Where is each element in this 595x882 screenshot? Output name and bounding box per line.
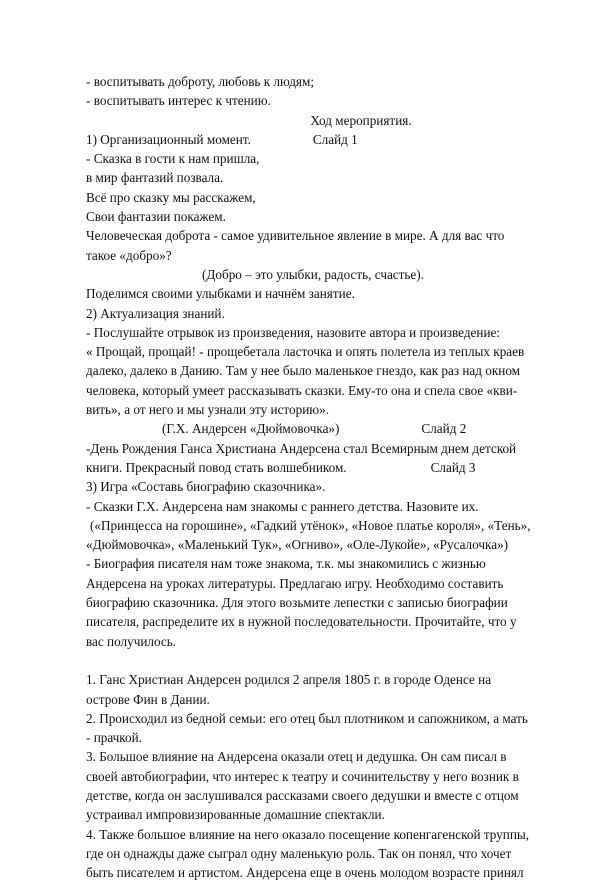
goal-line: - воспитывать интерес к чтению. — [86, 93, 271, 109]
excerpt-answer: (Г.Х. Андерсен «Дюймовочка») — [162, 421, 340, 437]
poem-line: в мир фантазий позвала. — [86, 170, 224, 186]
section-3-title: 3) Игра «Составь биографию сказочника». — [86, 479, 326, 495]
birthday-row — [86, 458, 556, 477]
poem-line: - Сказка в гости к нам пришла, — [86, 151, 260, 167]
tales-line: («Принцесса на горошине», «Гадкий утёнок», «Новое платье короля», «Тень», — [90, 517, 531, 533]
biography-task-line: писателя, распределите их в нужной последовательности. Прочитайте, что у — [86, 614, 517, 630]
fact-line: 3. Большое влияние на Андерсена оказали отец и дедушка. Он сам писал в — [86, 749, 507, 765]
biography-task-line: вас получилось. — [86, 633, 177, 649]
tales-line: «Дюймовочка», «Маленький Тук», «Огниво», «Оле-Лукойе», «Русалочка») — [86, 537, 509, 553]
birthday-line: -День Рождения Ганса Христиана Андерсена стал Всемирным днем детской — [86, 440, 517, 456]
birthday-line: книги. Прекрасный повод стать волшебником. — [86, 459, 347, 475]
slide-2-label: Слайд 2 — [421, 421, 467, 437]
biography-task-line: - Биография писателя нам тоже знакома, т.к. мы знакомились с жизнью — [86, 556, 486, 572]
poem-line: Всё про сказку мы расскажем, — [86, 189, 256, 205]
kindness-line: такое «добро»? — [86, 247, 172, 263]
fact-line: где он однажды даже сыграл одну маленькую роль. Так он понял, что хочет — [86, 845, 512, 861]
excerpt-line: вить», а от него и мы узнали эту историю». — [86, 402, 330, 418]
biography-task-line: биографию сказочника. Для этого возьмите лепестки с записью биографии — [86, 595, 508, 611]
excerpt-line: далеко, далеко в Данию. Там у нее было маленькое гнездо, как раз над окном — [86, 363, 521, 379]
slide-1-label: Слайд 1 — [312, 131, 358, 147]
fact-line: детстве, когда он заслушивался рассказами своего дедушки и вместе с отцом — [86, 787, 519, 803]
spacer — [86, 651, 556, 670]
kindness-answer: (Добро – это улыбки, радость, счастье). — [202, 266, 424, 282]
tales-intro: - Сказки Г.Х. Андерсена нам знакомы с раннего детства. Назовите их. — [86, 498, 479, 514]
excerpt-intro: - Послушайте отрывок из произведения, назовите автора и произведение: — [86, 324, 501, 340]
fact-line: острове Фин в Дании. — [86, 691, 210, 707]
fact-line: 2. Происходил из бедной семьи: его отец был плотником и сапожником, а мать — [86, 710, 528, 726]
fact-line: 1. Ганс Христиан Андерсен родился 2 апреля 1805 г. в городе Оденсе на — [86, 672, 492, 688]
poem-line: Свои фантазии покажем. — [86, 209, 226, 225]
section-1-row — [86, 130, 556, 149]
excerpt-answer-row — [86, 419, 556, 438]
kindness-line: Человеческая доброта - самое удивительное явление в мире. А для вас что — [86, 228, 505, 244]
fact-line: своей автобиографии, что интерес к театру и сочинительству у него возник в — [86, 768, 519, 784]
fact-line: 4. Также большое влияние на него оказало посещение копенгагенской труппы, — [86, 826, 530, 842]
slide-3-label: Слайд 3 — [430, 459, 476, 475]
fact-line: быть писателем и артистом. Андерсена еще в очень молодом возрасте принял — [86, 865, 524, 881]
fact-line: - прачкой. — [86, 730, 142, 746]
excerpt-line: человека, который умеет рассказывать сказки. Ему-то она и спела свое «кви- — [86, 382, 518, 398]
fact-line: устраивал импровизированные домашние спектакли. — [86, 807, 385, 823]
event-heading: Ход мероприятия. — [310, 112, 412, 128]
excerpt-line: « Прощай, прощай! - прощебетала ласточка и опять полетела из теплых краев — [86, 344, 525, 360]
section-1-title: 1) Организационный момент. — [86, 131, 251, 147]
share-line: Поделимся своими улыбками и начнём занятие. — [86, 286, 355, 302]
section-2-title: 2) Актуализация знаний. — [86, 305, 225, 321]
document-page — [86, 72, 556, 882]
biography-task-line: Андерсена на уроках литературы. Предлагаю игру. Необходимо составить — [86, 575, 504, 591]
goal-line: - воспитывать доброту, любовь к людям; — [86, 74, 314, 89]
